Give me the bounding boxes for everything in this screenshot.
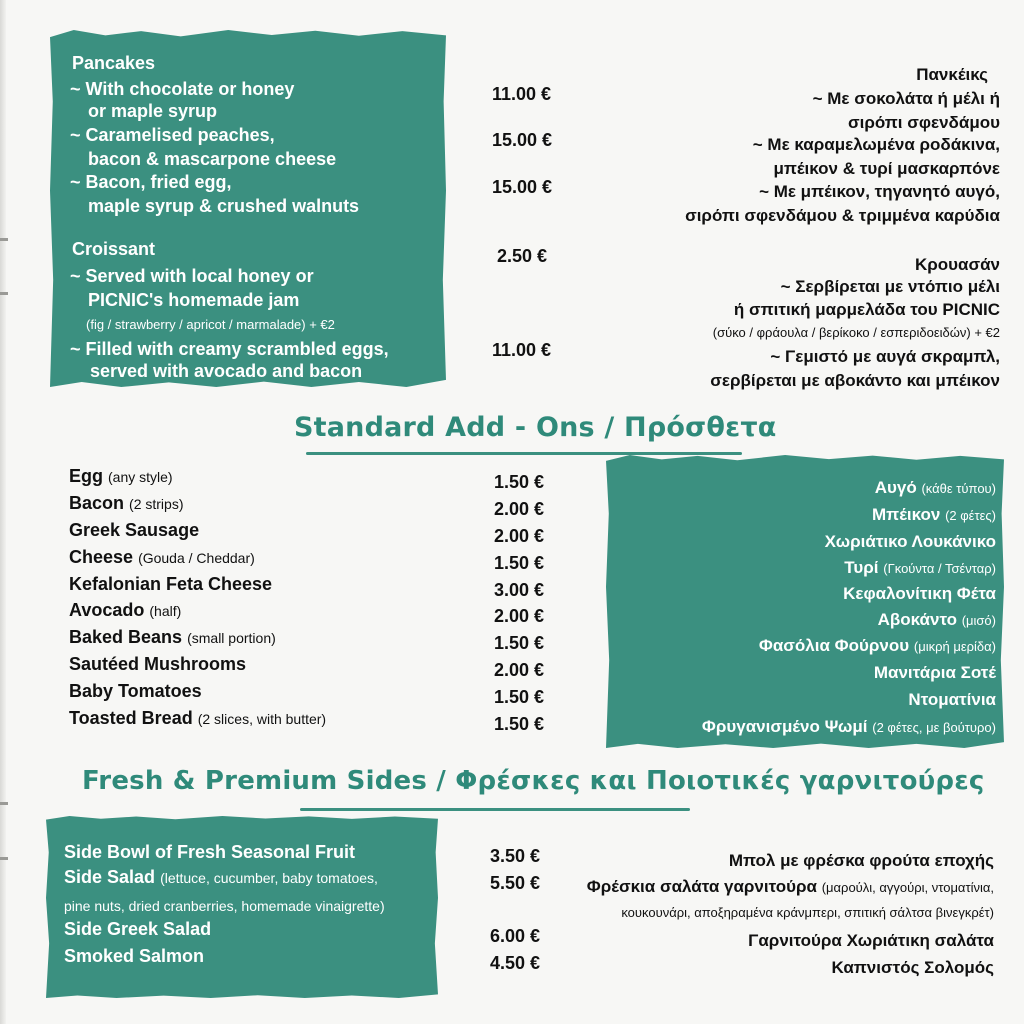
addon-name-greek: Κεφαλονίτικη Φέτα: [843, 584, 996, 603]
price: 3.50 €: [490, 846, 541, 866]
price: 2.00 €: [494, 526, 545, 546]
side-name: Smoked Salmon: [64, 946, 205, 966]
pancakes-item-2-greek-1: ~ Με καραμελωμένα ροδάκινα,: [752, 135, 1000, 154]
side-name: Side Salad (lettuce, cucumber, baby tomatoes,: [64, 867, 378, 887]
price: 1.50 €: [494, 472, 545, 492]
pancakes-item-1-greek-1: ~ Με σοκολάτα ή μέλι ή: [812, 89, 1000, 108]
price: 6.00 €: [490, 926, 541, 946]
addons-heading-underline: [306, 452, 742, 455]
price: 11.00 €: [492, 84, 552, 104]
addon-name-greek: Ντοματίνια: [908, 690, 996, 709]
croissant-item-1-greek-2: ή σπιτική μαρμελάδα του PICNIC: [733, 300, 1000, 319]
pancakes-title: Pancakes: [72, 53, 156, 73]
binding-ring: [0, 802, 8, 805]
addon-name: Kefalonian Feta Cheese: [69, 574, 273, 594]
croissant-jam-note-greek: (σύκο / φράουλα / βερίκοκο / εσπεριδοειδών) + €2: [712, 325, 1000, 340]
pancakes-item-1-line-2: or maple syrup: [88, 101, 218, 121]
binding-ring: [0, 857, 8, 860]
addon-name: Sautéed Mushrooms: [69, 654, 247, 674]
addon-name: Toasted Bread (2 slices, with butter): [69, 708, 327, 728]
binding-ring: [0, 292, 8, 295]
addons-heading: Standard Add - Ons / Πρόσθετα: [294, 412, 777, 443]
price: 3.00 €: [494, 580, 545, 600]
addon-name-greek: Χωριάτικο Λουκάνικο: [824, 532, 996, 551]
addon-name-greek: Φασόλια Φούρνου (μικρή μερίδα): [758, 636, 996, 655]
page-binding-edge: [0, 0, 6, 1024]
addon-name-greek: Μανιτάρια Σοτέ: [873, 663, 996, 682]
addon-name-greek: Αυγό (κάθε τύπου): [874, 478, 996, 497]
price: 2.00 €: [494, 660, 545, 680]
croissant-item-2-greek-2: σερβίρεται με αβοκάντο και μπέικον: [710, 371, 1000, 390]
addon-name: Greek Sausage: [69, 520, 200, 540]
pancakes-item-2-line-2: bacon & mascarpone cheese: [88, 149, 337, 169]
croissant-item-1-line-2: PICNIC's homemade jam: [88, 290, 300, 310]
croissant-item-2-greek-1: ~ Γεμιστό με αυγά σκραμπλ,: [770, 347, 1000, 366]
addon-name-greek: Τυρί (Γκούντα / Τσένταρ): [844, 558, 996, 577]
side-name-greek: Μπολ με φρέσκα φρούτα εποχής: [728, 851, 994, 870]
addon-name: Avocado (half): [69, 600, 182, 620]
side-name-greek: Καπνιστός Σολομός: [831, 958, 994, 977]
side-name: Side Greek Salad: [64, 919, 212, 939]
addon-name: Baked Beans (small portion): [69, 627, 276, 647]
side-salad-note-greek: κουκουνάρι, αποξηραμένα κράνμπερι, σπιτική σάλτσα βινεγκρέτ): [621, 905, 994, 920]
addon-name-greek: Μπέικον (2 φέτες): [872, 505, 996, 524]
price: 1.50 €: [494, 714, 545, 734]
pancakes-title-greek: Πανκέικς: [916, 65, 988, 84]
side-name-greek: Φρέσκια σαλάτα γαρνιτούρα (μαρούλι, αγγούρι, ντοματίνια,: [586, 877, 994, 896]
croissant-title-greek: Κρουασάν: [914, 255, 1000, 274]
pancakes-item-3-line-2: maple syrup & crushed walnuts: [88, 196, 360, 216]
croissant-item-1-line-1: ~ Served with local honey or: [70, 266, 314, 286]
addon-name: Baby Tomatoes: [69, 681, 202, 701]
price: 15.00 €: [492, 130, 553, 150]
addon-name: Egg (any style): [69, 466, 173, 486]
addon-name: Cheese (Gouda / Cheddar): [69, 547, 255, 567]
croissant-item-2-line-2: served with avocado and bacon: [90, 361, 363, 381]
pancakes-item-3-greek-1: ~ Με μπέικον, τηγανητό αυγό,: [759, 182, 1000, 201]
addon-name: Bacon (2 strips): [69, 493, 184, 513]
sides-heading: Fresh & Premium Sides / Φρέσκες και Ποιοτικές γαρνιτούρες: [82, 766, 985, 796]
addon-name-greek: Αβοκάντο (μισό): [877, 610, 996, 629]
price: 4.50 €: [490, 953, 541, 973]
price: 2.00 €: [494, 499, 545, 519]
pancakes-item-3-line-1: ~ Bacon, fried egg,: [70, 172, 232, 192]
pancakes-item-1-greek-2: σιρόπι σφενδάμου: [848, 113, 1000, 132]
side-salad-note: pine nuts, dried cranberries, homemade vinaigrette): [64, 898, 385, 914]
price: 2.00 €: [494, 606, 545, 626]
sides-heading-underline: [300, 808, 690, 811]
price: 1.50 €: [494, 633, 545, 653]
croissant-item-1-greek-1: ~ Σερβίρεται με ντόπιο μέλι: [780, 277, 1000, 296]
binding-ring: [0, 238, 8, 241]
pancakes-item-1-line-1: ~ With chocolate or honey: [70, 79, 295, 99]
croissant-title: Croissant: [72, 239, 156, 259]
price: 5.50 €: [490, 873, 541, 893]
price: 2.50 €: [497, 246, 548, 266]
side-name: Side Bowl of Fresh Seasonal Fruit: [64, 842, 356, 862]
croissant-jam-note: (fig / strawberry / apricot / marmalade) + €2: [86, 317, 335, 332]
price: 15.00 €: [492, 177, 553, 197]
price: 1.50 €: [494, 553, 545, 573]
pancakes-item-2-line-1: ~ Caramelised peaches,: [70, 125, 275, 145]
addon-name-greek: Φρυγανισμένο Ψωμί (2 φέτες, με βούτυρο): [701, 717, 996, 736]
price: 11.00 €: [492, 340, 552, 360]
pancakes-item-3-greek-2: σιρόπι σφενδάμου & τριμμένα καρύδια: [685, 206, 1000, 225]
side-name-greek: Γαρνιτούρα Χωριάτικη σαλάτα: [748, 931, 994, 950]
croissant-item-2-line-1: ~ Filled with creamy scrambled eggs,: [70, 339, 389, 359]
pancakes-item-2-greek-2: μπέικον & τυρί μασκαρπόνε: [773, 159, 1000, 178]
price: 1.50 €: [494, 687, 545, 707]
